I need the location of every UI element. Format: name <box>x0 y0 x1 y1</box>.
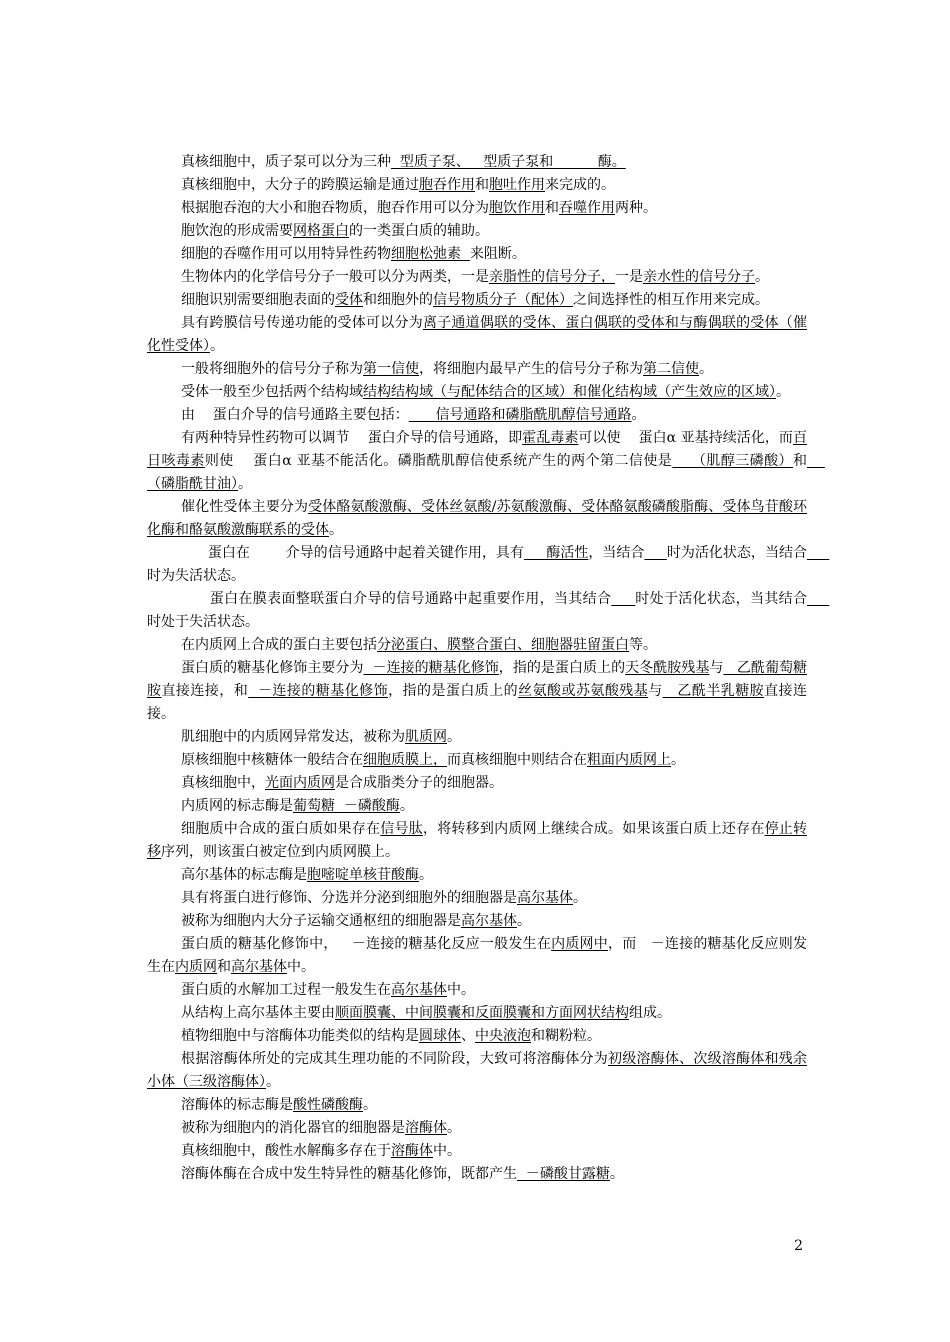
paragraph <box>147 588 807 634</box>
paragraph <box>147 220 807 243</box>
answer-text: 离子通道偶联的受体、蛋白偶联的受体和与酶偶联的受体（催化性受体） <box>147 315 807 354</box>
paragraph-text: 。 <box>699 361 713 377</box>
answer-text: 高尔基体 <box>517 890 573 906</box>
paragraph <box>147 1163 807 1186</box>
answer-text: 受体酪氨酸激酶、受体丝氨酸/苏氨酸激酶、受体酪氨酸磷酸脂酶、受体鸟苷酸环化酶和酪氨酸激酶联系的受体 <box>147 499 808 538</box>
answer-text: 胞嘧啶单核苷酸酶 <box>307 867 419 883</box>
paragraph-text: 、 <box>461 1028 475 1044</box>
answer-text: 亲水性的信号分子 <box>643 269 755 285</box>
paragraph-text: ，当结合 <box>588 545 645 561</box>
answer-text: 百日咳毒素 <box>147 430 807 469</box>
answer-text: 天冬酰胺残基 <box>625 660 710 676</box>
paragraph-text: 。 <box>210 338 224 354</box>
answer-text: 细胞松弛素 <box>391 246 470 262</box>
paragraph-text: 高尔基体的标志酶是 <box>181 867 307 883</box>
paragraph <box>147 197 807 220</box>
paragraph <box>147 657 807 726</box>
paragraph <box>147 910 807 933</box>
answer-text: 肌质网 <box>405 729 447 745</box>
answer-text: 型质子泵、 型质子泵和 酶。 <box>391 154 626 170</box>
answer-text: 溶酶体 <box>405 1120 447 1136</box>
paragraph <box>147 358 807 381</box>
paragraph <box>147 1140 807 1163</box>
paragraph-text: 在内质网上合成的蛋白主要包括 <box>181 637 377 653</box>
paragraph-text: 等。 <box>629 637 657 653</box>
paragraph-text: 来完成的。 <box>545 177 615 193</box>
paragraph-text: 具有跨膜信号传递功能的受体可以分为 <box>181 315 423 331</box>
paragraph <box>147 818 807 864</box>
paragraph-text: 和糊粉粒。 <box>531 1028 601 1044</box>
paragraph-text: 组成。 <box>629 1005 671 1021</box>
paragraph <box>147 1048 807 1094</box>
paragraph-text: 。 <box>517 913 531 929</box>
paragraph <box>147 151 807 174</box>
answer-text: 分泌蛋白、膜整合蛋白、细胞器驻留蛋白 <box>377 637 629 653</box>
answer-text: （肌醇三磷酸） <box>672 453 793 469</box>
answer-text: 受体 <box>335 292 363 308</box>
paragraph <box>147 381 807 404</box>
paragraph <box>147 266 807 289</box>
answer-text: 高尔基体 <box>231 959 287 975</box>
paragraph-text: 溶酶体的标志酶是 <box>181 1097 293 1113</box>
answer-text: 葡萄糖 －磷酸酶 <box>293 798 400 814</box>
answer-text: 粗面内质网上 <box>587 752 671 768</box>
paragraph <box>147 174 807 197</box>
answer-text: 细胞质膜上， <box>363 752 447 768</box>
answer-text: 信号物质分子（配体） <box>433 292 573 308</box>
paragraph <box>147 496 807 542</box>
paragraph-text: 时处于活化状态，当其结合 <box>635 591 808 607</box>
paragraph <box>147 243 807 266</box>
paragraph-text: 两种。 <box>615 200 657 216</box>
paragraph-text: 真核细胞中，大分子的跨膜运输是通过 <box>181 177 419 193</box>
paragraph-text: 一般将细胞外的信号分子称为 <box>181 361 363 377</box>
paragraph-text: 的一类蛋白质的辅助。 <box>349 223 489 239</box>
answer-text: 胞饮作用 <box>489 200 545 216</box>
paragraph-text: 时为失活状态。 <box>147 568 245 584</box>
answer-text: 初级溶酶体、次级溶酶体和残余小体（三级溶酶体） <box>147 1051 808 1090</box>
paragraph-text: 时为活化状态，当结合 <box>666 545 807 561</box>
paragraph-text: 直接连接，和 <box>161 683 249 699</box>
paragraph-text: 是合成脂类分子的细胞器。 <box>335 775 503 791</box>
paragraph-text: 细胞的吞噬作用可以用特异性药物 <box>181 246 391 262</box>
paragraph-text: 植物细胞中与溶酶体功能类似的结构是 <box>181 1028 419 1044</box>
paragraph-text: 。 <box>329 522 343 538</box>
paragraph-text: 催化性受体主要分为 <box>181 499 309 515</box>
paragraph-text: 有两种特异性药物可以调节 蛋白介导的信号通路，即 <box>181 430 523 446</box>
answer-text: －磷酸甘露糖 <box>517 1166 610 1182</box>
paragraph-text: 蛋白质的糖基化修饰主要分为 <box>181 660 364 676</box>
answer-text: 乙酰半乳糖胺 <box>662 683 765 699</box>
paragraph-text: 来阻断。 <box>469 246 526 262</box>
paragraph-text: 。 <box>755 269 769 285</box>
paragraph-text: 根据溶酶体所处的完成其生理功能的不同阶段，大致可将溶酶体分为 <box>181 1051 608 1067</box>
answer-text: 第一信使 <box>363 361 419 377</box>
paragraph-text: 受体一般至少包括两个结构域 <box>181 384 363 400</box>
answer-text <box>611 591 635 607</box>
answer-text: 内质网中 <box>551 936 609 952</box>
answer-text: 亲脂性的信号分子， <box>489 269 615 285</box>
paragraph-text: 被称为细胞内大分子运输交通枢纽的细胞器是 <box>181 913 461 929</box>
paragraph <box>147 312 807 358</box>
paragraph-text: 真核细胞中， <box>181 775 265 791</box>
paragraph-text: 。 <box>447 729 461 745</box>
paragraph-text: 根据胞吞泡的大小和胞吞物质，胞吞作用可以分为 <box>181 200 489 216</box>
paragraph-text: 时处于失活状态。 <box>147 614 259 630</box>
paragraph-text: 。 <box>776 384 790 400</box>
paragraph-text: 可以使 蛋白α 亚基持续活化，而 <box>578 430 793 446</box>
paragraph <box>147 542 807 588</box>
paragraph <box>147 795 807 818</box>
paragraph-text: 中。 <box>433 1143 461 1159</box>
paragraph-text: 。 <box>447 1120 461 1136</box>
answer-text: 胞吞作用 <box>419 177 475 193</box>
answer-text: 高尔基体 <box>461 913 517 929</box>
paragraph-text: 和 <box>475 177 489 193</box>
paragraph-text: ，指的是蛋白质上的 <box>388 683 519 699</box>
paragraph-text: 胞饮泡的形成需要 <box>181 223 293 239</box>
answer-text: 信号通路和磷脂酰肌醇信号通路 <box>408 407 632 423</box>
answer-text: 停止转移 <box>147 821 808 860</box>
paragraph-text: 。 <box>671 752 685 768</box>
paragraph <box>147 933 807 979</box>
answer-text: （磷脂酰甘油） <box>147 453 825 492</box>
paragraph-text: 肌细胞中的内质网异常发达，被称为 <box>181 729 405 745</box>
answer-text: 网格蛋白 <box>293 223 349 239</box>
paragraph <box>147 1117 807 1140</box>
answer-text: 吞噬作用 <box>559 200 615 216</box>
paragraph-text: ，而 －连接的糖基化反应则发生在 <box>147 936 807 975</box>
paragraph <box>147 289 807 312</box>
paragraph <box>147 864 807 887</box>
answer-text: 光面内质网 <box>265 775 335 791</box>
paragraph-text: ，将转移到内质网上继续合成。如果该蛋白质上还存在 <box>422 821 765 837</box>
paragraph-text: 之间选择性的相互作用来完成。 <box>573 292 769 308</box>
answer-text: 霍乱毒素 <box>522 430 579 446</box>
paragraph-text: 细胞质中合成的蛋白质如果存在 <box>181 821 381 837</box>
answer-text: 酶活性 <box>523 545 589 561</box>
paragraph-text: 。 <box>363 1097 377 1113</box>
paragraph-text: 。 <box>573 890 587 906</box>
paragraph <box>147 634 807 657</box>
paragraph <box>147 1094 807 1117</box>
answer-text <box>644 545 666 561</box>
paragraph-text: 蛋白质的水解加工过程一般发生在 <box>181 982 391 998</box>
paragraph-text: 与 <box>709 660 724 676</box>
paragraph-text: 真核细胞中，质子泵可以分为三种 <box>181 154 391 170</box>
paragraph <box>147 979 807 1002</box>
paragraph-text: 中。 <box>287 959 315 975</box>
paragraph-text: ，将细胞内最早产生的信号分子称为 <box>419 361 643 377</box>
paragraph-text: 。 <box>399 798 414 814</box>
paragraph <box>147 1002 807 1025</box>
answer-text: 乙酰葡萄糖胺 <box>147 660 808 699</box>
paragraph-text: 被称为细胞内的消化器官的细胞器是 <box>181 1120 405 1136</box>
document-body <box>147 151 825 1186</box>
paragraph-text: 。 <box>266 1074 280 1090</box>
paragraph-text: 。 <box>631 407 646 423</box>
paragraph-text: 直接连接。 <box>147 683 808 722</box>
answer-text: 结构结构域（与配体结合的区域）和催化结构域（产生效应的区域） <box>363 384 776 400</box>
paragraph <box>147 726 807 749</box>
paragraph-text: 与 <box>648 683 663 699</box>
paragraph-text: 序列，则该蛋白被定位到内质网膜上。 <box>161 844 399 860</box>
answer-text: 内质网 <box>175 959 217 975</box>
answer-text <box>807 545 829 561</box>
paragraph-text: 和 <box>545 200 559 216</box>
paragraph-text: 细胞识别需要细胞表面的 <box>181 292 335 308</box>
paragraph-text: 原核细胞中核糖体一般结合在 <box>181 752 363 768</box>
paragraph-text: 蛋白在膜表面整联蛋白介导的信号通路中起重要作用，当其结合 <box>181 591 612 607</box>
answer-text: 酸性磷酸酶 <box>293 1097 363 1113</box>
paragraph-text: 从结构上高尔基体主要由 <box>181 1005 335 1021</box>
answer-text: 高尔基体 <box>391 982 447 998</box>
paragraph-text: 生物体内的化学信号分子一般可以分为两类，一是 <box>181 269 489 285</box>
paragraph-text: 内质网的标志酶是 <box>181 798 293 814</box>
answer-text: 溶酶体 <box>391 1143 433 1159</box>
page-number: 2 <box>794 1238 803 1254</box>
paragraph <box>147 887 807 910</box>
answer-text: 胞吐作用 <box>489 177 545 193</box>
paragraph-text: 由 蛋白介导的信号通路主要包括： <box>181 407 409 423</box>
answer-text: －连接的糖基化修饰 <box>248 683 389 699</box>
answer-text: 第二信使 <box>643 361 699 377</box>
paragraph-text: 和细胞外的 <box>363 292 433 308</box>
paragraph-text: 溶酶体酶在合成中发生特异性的糖基化修饰，既都产生 <box>181 1166 517 1182</box>
paragraph-text: 。 <box>419 867 433 883</box>
paragraph-text: ，指的是蛋白质上的 <box>498 660 626 676</box>
answer-text: 顺面膜囊、中间膜囊和反面膜囊和方面网状结构 <box>335 1005 629 1021</box>
answer-text <box>807 591 829 607</box>
answer-text: 丝氨酸或苏氨酸残基 <box>518 683 649 699</box>
paragraph-text: 蛋白在 介导的信号通路中起着关键作用，具有 <box>181 545 524 561</box>
paragraph-text: 真核细胞中，酸性水解酶多存在于 <box>181 1143 391 1159</box>
paragraph-text: 蛋白质的糖基化修饰中， －连接的糖基化反应一般发生在 <box>181 936 552 952</box>
paragraph-text: 和 <box>217 959 231 975</box>
paragraph-text: 和 <box>793 453 807 469</box>
paragraph <box>147 1025 807 1048</box>
paragraph-text: 而真核细胞中则结合在 <box>447 752 587 768</box>
paragraph <box>147 772 807 795</box>
paragraph-text: 中。 <box>447 982 475 998</box>
answer-text: －连接的糖基化修饰 <box>363 660 499 676</box>
paragraph <box>147 404 807 427</box>
paragraph-text: 。 <box>609 1166 624 1182</box>
answer-text: 中央液泡 <box>475 1028 531 1044</box>
paragraph <box>147 749 807 772</box>
paragraph-text: 一是 <box>615 269 643 285</box>
paragraph-text: 具有将蛋白进行修饰、分选并分泌到细胞外的细胞器是 <box>181 890 517 906</box>
answer-text: 信号肽 <box>380 821 423 837</box>
paragraph-text: 则使 蛋白α 亚基不能活化。磷脂酰肌醇信使系统产生的两个第二信使是 <box>204 453 673 469</box>
paragraph-text: 。 <box>238 476 252 492</box>
answer-text: 圆球体 <box>419 1028 461 1044</box>
paragraph <box>147 427 825 496</box>
